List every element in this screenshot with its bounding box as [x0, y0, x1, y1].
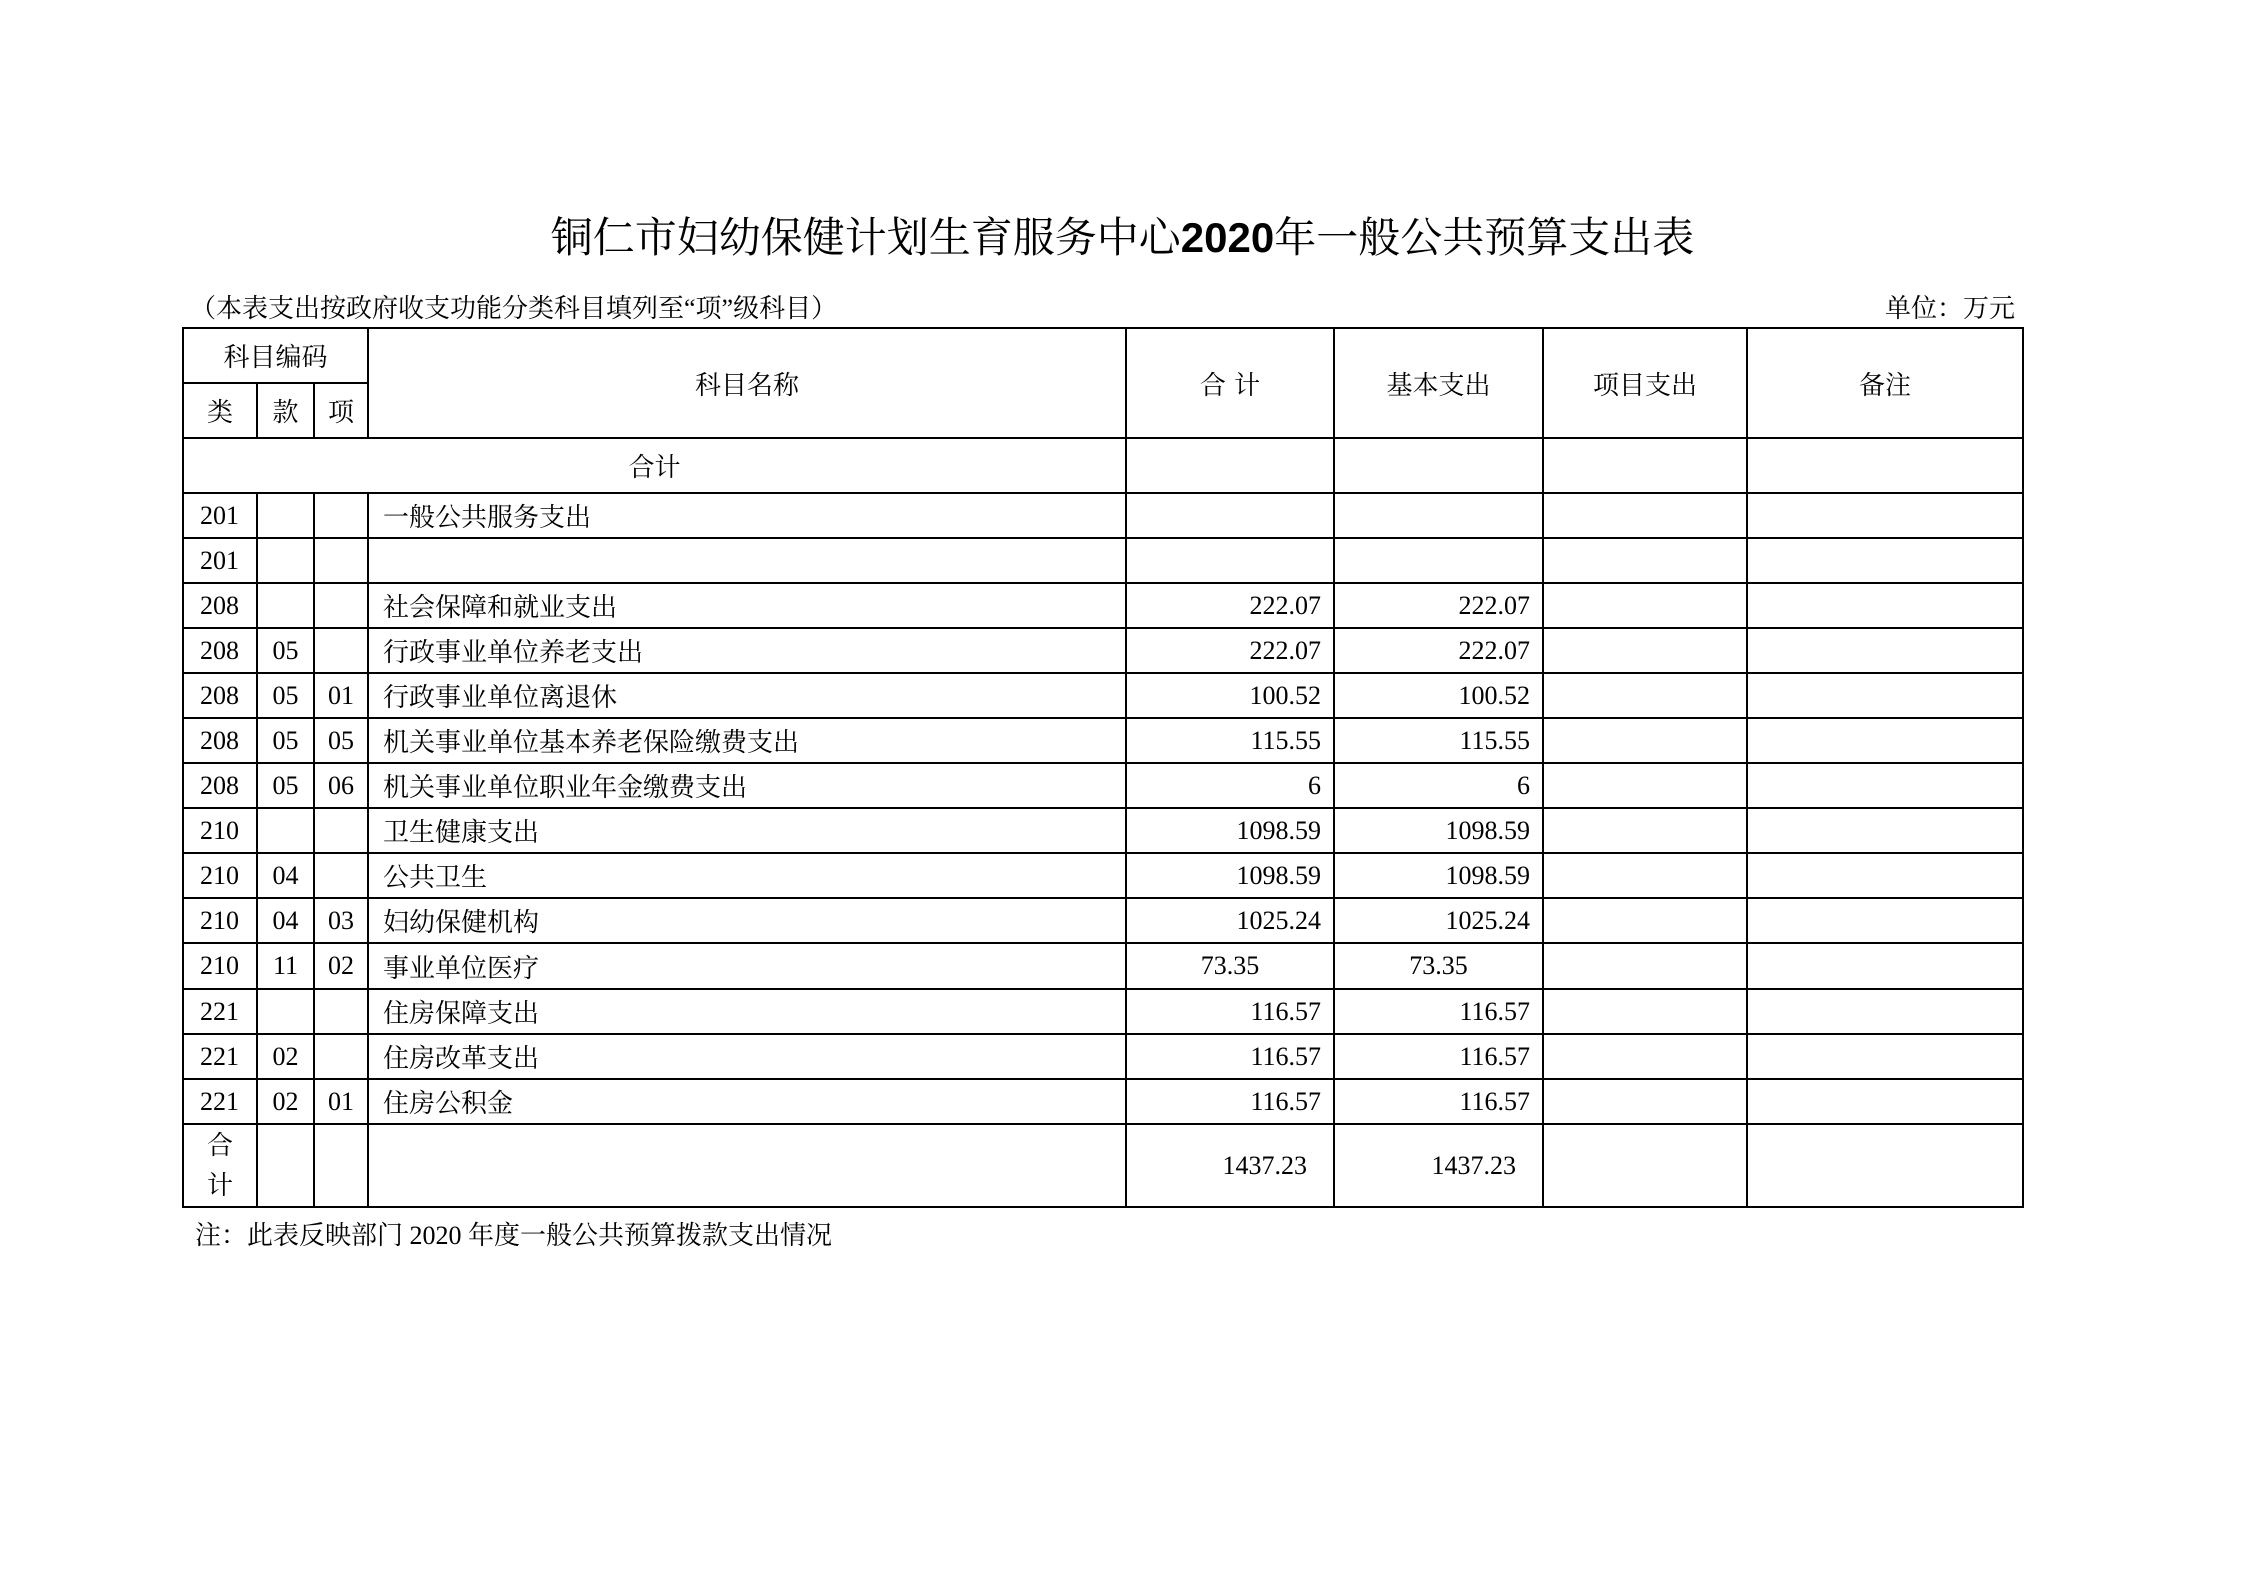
- cell-basic: 1098.59: [1334, 808, 1543, 853]
- cell-xiang: 05: [314, 718, 368, 763]
- cell-total: 222.07: [1126, 628, 1334, 673]
- summary-bottom-label-line1: 合: [206, 1130, 233, 1161]
- cell-kuan: [257, 538, 314, 583]
- cell-remark: [1747, 493, 2023, 538]
- cell-project: [1543, 1079, 1747, 1124]
- cell-project: [1543, 583, 1747, 628]
- cell-xiang: [314, 628, 368, 673]
- cell-basic: 1098.59: [1334, 853, 1543, 898]
- cell-lei: 201: [183, 538, 257, 583]
- cell-project: [1543, 673, 1747, 718]
- cell-total: 6: [1126, 763, 1334, 808]
- cell-kuan: 05: [257, 763, 314, 808]
- table-subnote: （本表支出按政府收支功能分类科目填列至“项”级科目）: [190, 294, 838, 323]
- cell-total: 1025.24: [1126, 898, 1334, 943]
- cell-lei: 210: [183, 853, 257, 898]
- summary-top-remark: [1747, 438, 2023, 493]
- cell-basic: [1334, 493, 1543, 538]
- cell-lei: 208: [183, 763, 257, 808]
- cell-basic: 222.07: [1334, 628, 1543, 673]
- cell-name: 事业单位医疗: [368, 943, 1126, 989]
- cell-basic: 1025.24: [1334, 898, 1543, 943]
- cell-remark: [1747, 583, 2023, 628]
- cell-name: 公共卫生: [368, 853, 1126, 898]
- table-row: [183, 718, 2023, 763]
- header-lei: 类: [183, 383, 257, 438]
- cell-remark: [1747, 1079, 2023, 1124]
- cell-name: 妇幼保健机构: [368, 898, 1126, 943]
- table-row: [183, 1034, 2023, 1079]
- table-row: [183, 673, 2023, 718]
- cell-kuan: 04: [257, 898, 314, 943]
- cell-project: [1543, 1034, 1747, 1079]
- summary-bottom-kuan: [257, 1124, 314, 1207]
- cell-xiang: [314, 808, 368, 853]
- cell-remark: [1747, 943, 2023, 989]
- cell-xiang: 01: [314, 1079, 368, 1124]
- cell-lei: 201: [183, 493, 257, 538]
- page-title: [0, 205, 2245, 265]
- cell-xiang: [314, 989, 368, 1034]
- cell-kuan: [257, 583, 314, 628]
- cell-basic: [1334, 538, 1543, 583]
- summary-bottom-total: 1437.23: [1126, 1124, 1334, 1207]
- summary-bottom-name: [368, 1124, 1126, 1207]
- summary-row-top: [183, 438, 2023, 493]
- summary-top-project: [1543, 438, 1747, 493]
- cell-kuan: 05: [257, 628, 314, 673]
- cell-kuan: [257, 493, 314, 538]
- cell-name: 行政事业单位养老支出: [368, 628, 1126, 673]
- table-row: [183, 943, 2023, 989]
- cell-project: [1543, 628, 1747, 673]
- cell-xiang: 03: [314, 898, 368, 943]
- cell-remark: [1747, 673, 2023, 718]
- table-row: [183, 538, 2023, 583]
- cell-lei: 208: [183, 628, 257, 673]
- header-code-group: 科目编码: [183, 328, 368, 383]
- cell-kuan: 02: [257, 1079, 314, 1124]
- cell-total: 116.57: [1126, 1079, 1334, 1124]
- title-part2: 年一般公共预算支出表: [1274, 214, 1695, 261]
- footnote: 注：此表反映部门 2020 年度一般公共预算拨款支出情况: [195, 1221, 833, 1250]
- header-kuan: 款: [257, 383, 314, 438]
- cell-xiang: [314, 853, 368, 898]
- cell-remark: [1747, 718, 2023, 763]
- cell-xiang: [314, 538, 368, 583]
- summary-top-basic: [1334, 438, 1543, 493]
- header-xiang: 项: [314, 383, 368, 438]
- cell-lei: 221: [183, 1034, 257, 1079]
- cell-basic: 73.35: [1334, 943, 1543, 989]
- cell-remark: [1747, 763, 2023, 808]
- cell-remark: [1747, 853, 2023, 898]
- cell-xiang: [314, 1034, 368, 1079]
- cell-name: 一般公共服务支出: [368, 493, 1126, 538]
- cell-name: 机关事业单位职业年金缴费支出: [368, 763, 1126, 808]
- cell-total: 116.57: [1126, 1034, 1334, 1079]
- table-row: [183, 1079, 2023, 1124]
- summary-bottom-label-line2: 计: [206, 1170, 233, 1201]
- table-row: [183, 989, 2023, 1034]
- cell-total: [1126, 493, 1334, 538]
- budget-expenditure-table: [182, 327, 2024, 1208]
- cell-total: 222.07: [1126, 583, 1334, 628]
- summary-bottom-xiang: [314, 1124, 368, 1207]
- cell-remark: [1747, 1034, 2023, 1079]
- cell-basic: 116.57: [1334, 989, 1543, 1034]
- cell-kuan: [257, 989, 314, 1034]
- cell-lei: 208: [183, 673, 257, 718]
- cell-xiang: 02: [314, 943, 368, 989]
- cell-basic: 116.57: [1334, 1079, 1543, 1124]
- cell-lei: 210: [183, 898, 257, 943]
- cell-project: [1543, 898, 1747, 943]
- table-row: [183, 583, 2023, 628]
- cell-name: 住房改革支出: [368, 1034, 1126, 1079]
- cell-lei: 221: [183, 1079, 257, 1124]
- cell-project: [1543, 989, 1747, 1034]
- summary-row-bottom: [183, 1124, 2023, 1207]
- summary-bottom-label: [183, 1124, 257, 1207]
- table-row: [183, 808, 2023, 853]
- cell-name: 住房保障支出: [368, 989, 1126, 1034]
- cell-basic: 100.52: [1334, 673, 1543, 718]
- cell-project: [1543, 718, 1747, 763]
- cell-lei: 208: [183, 583, 257, 628]
- cell-xiang: [314, 493, 368, 538]
- cell-project: [1543, 853, 1747, 898]
- table-row: [183, 763, 2023, 808]
- header-name: 科目名称: [368, 328, 1126, 438]
- title-year: 2020: [1180, 214, 1275, 261]
- cell-kuan: 02: [257, 1034, 314, 1079]
- cell-kuan: 05: [257, 673, 314, 718]
- cell-remark: [1747, 808, 2023, 853]
- cell-total: 115.55: [1126, 718, 1334, 763]
- cell-name: 行政事业单位离退休: [368, 673, 1126, 718]
- cell-total: 116.57: [1126, 989, 1334, 1034]
- header-total: 合 计: [1126, 328, 1334, 438]
- cell-remark: [1747, 898, 2023, 943]
- cell-xiang: 06: [314, 763, 368, 808]
- cell-total: 100.52: [1126, 673, 1334, 718]
- header-project: 项目支出: [1543, 328, 1747, 438]
- cell-lei: 208: [183, 718, 257, 763]
- summary-top-total: [1126, 438, 1334, 493]
- cell-basic: 115.55: [1334, 718, 1543, 763]
- header-remark: 备注: [1747, 328, 2023, 438]
- cell-lei: 210: [183, 943, 257, 989]
- table-row: [183, 628, 2023, 673]
- table-row: [183, 493, 2023, 538]
- cell-project: [1543, 808, 1747, 853]
- header-basic: 基本支出: [1334, 328, 1543, 438]
- cell-project: [1543, 538, 1747, 583]
- table-row: [183, 898, 2023, 943]
- cell-total: [1126, 538, 1334, 583]
- cell-lei: 221: [183, 989, 257, 1034]
- cell-remark: [1747, 538, 2023, 583]
- cell-kuan: [257, 808, 314, 853]
- cell-basic: 6: [1334, 763, 1543, 808]
- cell-name: 住房公积金: [368, 1079, 1126, 1124]
- unit-label: 单位：万元: [1884, 294, 2015, 323]
- cell-kuan: 05: [257, 718, 314, 763]
- summary-top-label: 合计: [183, 438, 1126, 493]
- cell-total: 1098.59: [1126, 808, 1334, 853]
- summary-bottom-project: [1543, 1124, 1747, 1207]
- summary-bottom-basic: 1437.23: [1334, 1124, 1543, 1207]
- cell-kuan: 04: [257, 853, 314, 898]
- cell-basic: 116.57: [1334, 1034, 1543, 1079]
- cell-lei: 210: [183, 808, 257, 853]
- cell-remark: [1747, 989, 2023, 1034]
- cell-remark: [1747, 628, 2023, 673]
- cell-total: 73.35: [1126, 943, 1334, 989]
- cell-name: [368, 538, 1126, 583]
- cell-name: 卫生健康支出: [368, 808, 1126, 853]
- table-row: [183, 853, 2023, 898]
- cell-name: 社会保障和就业支出: [368, 583, 1126, 628]
- cell-xiang: [314, 583, 368, 628]
- cell-name: 机关事业单位基本养老保险缴费支出: [368, 718, 1126, 763]
- title-part1: 铜仁市妇幼保健计划生育服务中心: [550, 214, 1181, 261]
- cell-xiang: 01: [314, 673, 368, 718]
- cell-project: [1543, 943, 1747, 989]
- cell-basic: 222.07: [1334, 583, 1543, 628]
- summary-bottom-remark: [1747, 1124, 2023, 1207]
- cell-project: [1543, 493, 1747, 538]
- cell-kuan: 11: [257, 943, 314, 989]
- cell-total: 1098.59: [1126, 853, 1334, 898]
- cell-project: [1543, 763, 1747, 808]
